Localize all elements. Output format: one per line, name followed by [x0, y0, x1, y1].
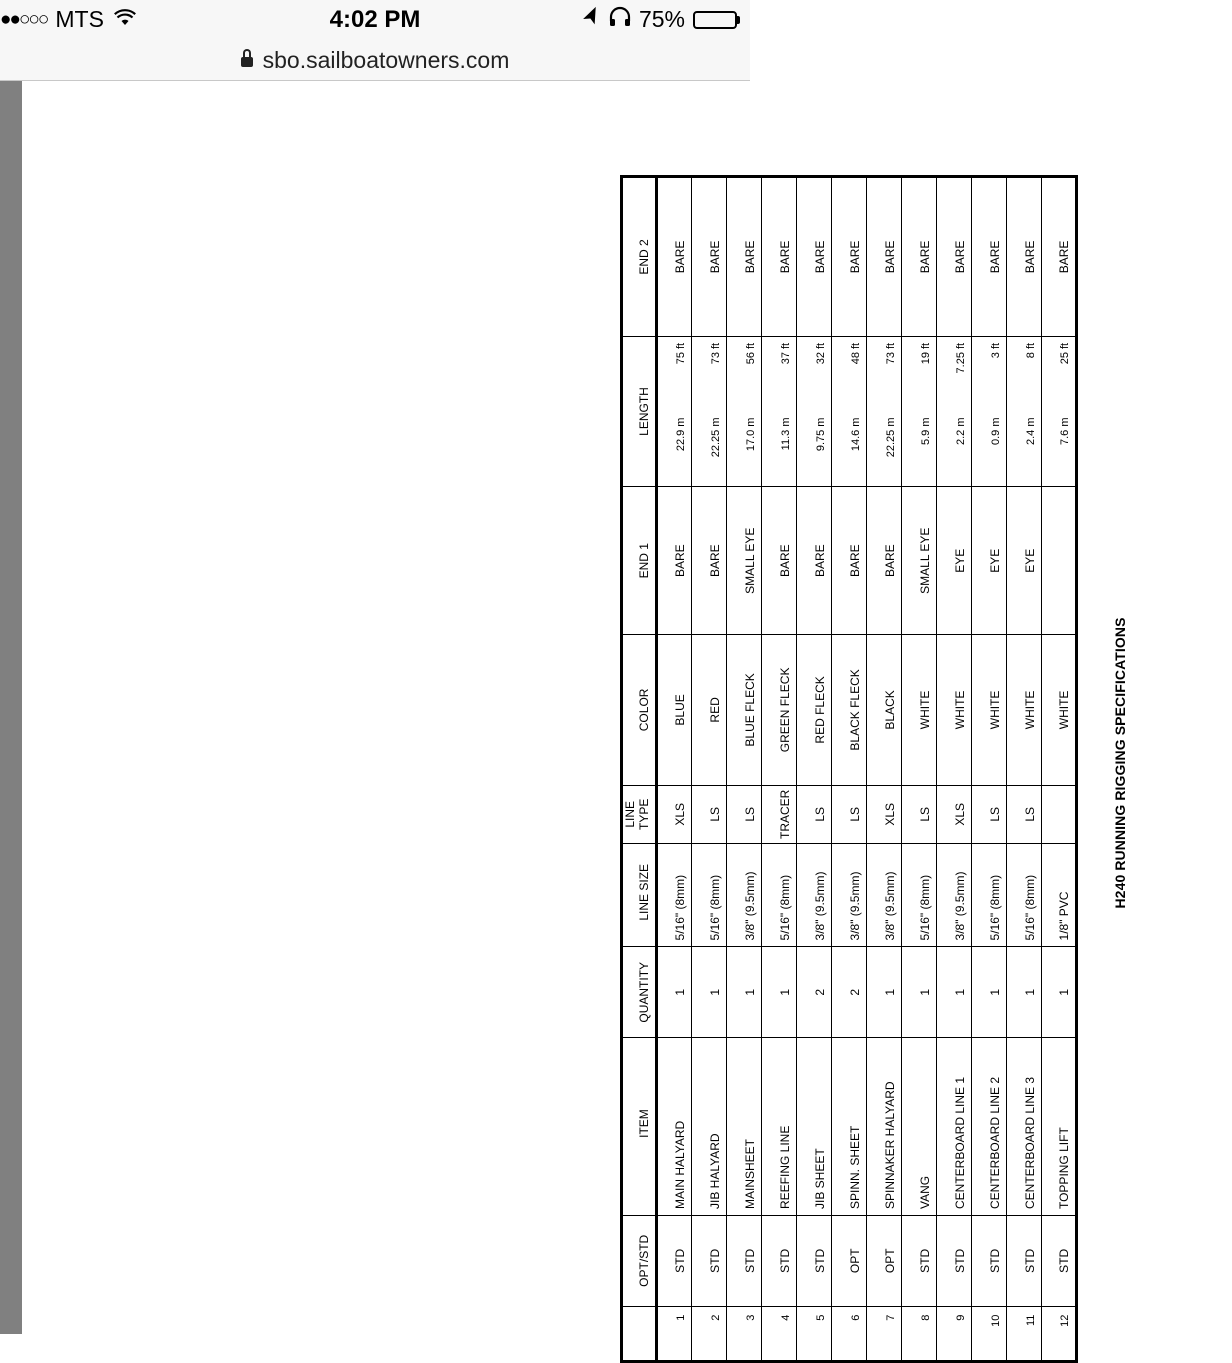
header-item: ITEM — [622, 1038, 657, 1216]
carrier-name: MTS — [55, 6, 104, 32]
status-right — [583, 6, 740, 33]
table-row — [937, 177, 972, 1362]
length-ft-cell: 8 ft — [1007, 336, 1042, 411]
quantity-cell: 1 — [692, 947, 727, 1038]
line-size-cell: 5/16" (8mm) — [902, 844, 937, 947]
end1-cell: EYE — [937, 487, 972, 635]
end2-cell: BARE — [797, 177, 832, 337]
row-index: 5 — [797, 1306, 832, 1361]
line-size-cell: 5/16" (8mm) — [1007, 844, 1042, 947]
item-cell: REEFING LINE — [762, 1038, 797, 1216]
location-arrow-icon — [579, 5, 604, 34]
line-type-cell: TRACER — [762, 785, 797, 844]
row-index: 4 — [762, 1306, 797, 1361]
length-m-cell: 7.6 m — [1042, 412, 1077, 487]
opt-std-cell: STD — [692, 1216, 727, 1307]
opt-std-cell: STD — [902, 1216, 937, 1307]
line-size-cell: 3/8" (9.5mm) — [832, 844, 867, 947]
end1-cell: BARE — [797, 487, 832, 635]
length-m-cell: 22.9 m — [657, 412, 692, 487]
header-end2: END 2 — [622, 177, 657, 337]
line-size-cell: 1/8" PVC — [1042, 844, 1077, 947]
quantity-cell: 2 — [797, 947, 832, 1038]
opt-std-cell: OPT — [867, 1216, 902, 1307]
end2-cell: BARE — [972, 177, 1007, 337]
item-cell: VANG — [902, 1038, 937, 1216]
row-index: 2 — [692, 1306, 727, 1361]
end1-cell: SMALL EYE — [727, 487, 762, 635]
color-cell: WHITE — [937, 635, 972, 785]
color-cell: WHITE — [902, 635, 937, 785]
end2-cell: BARE — [867, 177, 902, 337]
url-text[interactable]: sbo.sailboatowners.com — [262, 46, 510, 73]
color-cell: BLUE — [657, 635, 692, 785]
length-m-cell: 5.9 m — [902, 412, 937, 487]
table-row — [797, 177, 832, 1362]
end2-cell: BARE — [937, 177, 972, 337]
item-cell: MAINSHEET — [727, 1038, 762, 1216]
line-type-cell: LS — [1007, 785, 1042, 844]
item-cell: JIB HALYARD — [692, 1038, 727, 1216]
end1-cell — [1042, 487, 1077, 635]
color-cell: WHITE — [1042, 635, 1077, 785]
opt-std-cell: OPT — [832, 1216, 867, 1307]
length-m-cell: 22.25 m — [867, 412, 902, 487]
length-m-cell: 22.25 m — [692, 412, 727, 487]
line-type-cell: LS — [902, 785, 937, 844]
opt-std-cell: STD — [937, 1216, 972, 1307]
end2-cell: BARE — [762, 177, 797, 337]
line-size-cell: 5/16" (8mm) — [762, 844, 797, 947]
line-type-cell: XLS — [867, 785, 902, 844]
status-bar — [0, 0, 750, 40]
end1-cell: BARE — [867, 487, 902, 635]
quantity-cell: 1 — [867, 947, 902, 1038]
length-ft-cell: 19 ft — [902, 336, 937, 411]
table-row — [1007, 177, 1042, 1362]
quantity-cell: 1 — [937, 947, 972, 1038]
item-cell: MAIN HALYARD — [657, 1038, 692, 1216]
table-body — [657, 177, 1077, 1362]
header-line-type: LINE TYPE — [622, 785, 657, 844]
length-ft-cell: 25 ft — [1042, 336, 1077, 411]
item-cell: SPINN. SHEET — [832, 1038, 867, 1216]
table-row — [657, 177, 692, 1362]
line-size-cell: 5/16" (8mm) — [692, 844, 727, 947]
header-color: COLOR — [622, 635, 657, 785]
quantity-cell: 2 — [832, 947, 867, 1038]
length-m-cell: 2.2 m — [937, 412, 972, 487]
item-cell: CENTERBOARD LINE 3 — [1007, 1038, 1042, 1216]
row-index: 1 — [657, 1306, 692, 1361]
length-ft-cell: 7.25 ft — [937, 336, 972, 411]
length-ft-cell: 73 ft — [867, 336, 902, 411]
row-index: 10 — [972, 1306, 1007, 1361]
header-quantity: QUANTITY — [622, 947, 657, 1038]
end2-cell: BARE — [1007, 177, 1042, 337]
header-length: LENGTH — [622, 336, 657, 486]
row-index: 9 — [937, 1306, 972, 1361]
color-cell: BLACK — [867, 635, 902, 785]
lock-icon — [241, 57, 253, 67]
end2-cell: BARE — [902, 177, 937, 337]
item-cell: JIB SHEET — [797, 1038, 832, 1216]
length-ft-cell: 75 ft — [657, 336, 692, 411]
table-header-row — [622, 177, 657, 1362]
line-type-cell: LS — [727, 785, 762, 844]
table-row — [832, 177, 867, 1362]
table-row — [692, 177, 727, 1362]
end2-cell: BARE — [692, 177, 727, 337]
quantity-cell: 1 — [657, 947, 692, 1038]
length-m-cell: 0.9 m — [972, 412, 1007, 487]
end1-cell: BARE — [692, 487, 727, 635]
item-cell: CENTERBOARD LINE 1 — [937, 1038, 972, 1216]
length-m-cell: 14.6 m — [832, 412, 867, 487]
quantity-cell: 1 — [1042, 947, 1077, 1038]
color-cell: RED FLECK — [797, 635, 832, 785]
quantity-cell: 1 — [727, 947, 762, 1038]
quantity-cell: 1 — [902, 947, 937, 1038]
row-index: 7 — [867, 1306, 902, 1361]
quantity-cell: 1 — [762, 947, 797, 1038]
end1-cell: BARE — [832, 487, 867, 635]
quantity-cell: 1 — [1007, 947, 1042, 1038]
status-time: 4:02 PM — [329, 6, 421, 33]
header-line-size: LINE SIZE — [622, 844, 657, 947]
end2-cell: BARE — [1042, 177, 1077, 337]
line-type-cell: XLS — [937, 785, 972, 844]
line-type-cell: LS — [832, 785, 867, 844]
line-type-cell: XLS — [657, 785, 692, 844]
url-bar[interactable] — [0, 40, 750, 81]
length-ft-cell: 37 ft — [762, 336, 797, 411]
length-m-cell: 9.75 m — [797, 412, 832, 487]
row-index: 12 — [1042, 1306, 1077, 1361]
row-index: 3 — [727, 1306, 762, 1361]
end1-cell: BARE — [762, 487, 797, 635]
color-cell: RED — [692, 635, 727, 785]
battery-icon — [693, 11, 740, 29]
table-row — [902, 177, 937, 1362]
end1-cell: SMALL EYE — [902, 487, 937, 635]
line-size-cell: 3/8" (9.5mm) — [727, 844, 762, 947]
length-ft-cell: 73 ft — [692, 336, 727, 411]
length-ft-cell: 56 ft — [727, 336, 762, 411]
color-cell: WHITE — [1007, 635, 1042, 785]
signal-strength-icon: ●●○○○ — [0, 8, 48, 30]
left-gray-bar — [0, 81, 22, 1334]
line-size-cell: 3/8" (9.5mm) — [937, 844, 972, 947]
color-cell: BLUE FLECK — [727, 635, 762, 785]
opt-std-cell: STD — [727, 1216, 762, 1307]
line-size-cell: 5/16" (8mm) — [657, 844, 692, 947]
table-row — [867, 177, 902, 1362]
end1-cell: BARE — [657, 487, 692, 635]
end1-cell: EYE — [1007, 487, 1042, 635]
battery-percent: 75% — [638, 6, 685, 32]
line-size-cell: 5/16" (8mm) — [972, 844, 1007, 947]
end2-cell: BARE — [832, 177, 867, 337]
opt-std-cell: STD — [1007, 1216, 1042, 1307]
line-type-cell: LS — [797, 785, 832, 844]
row-index: 8 — [902, 1306, 937, 1361]
color-cell: WHITE — [972, 635, 1007, 785]
color-cell: GREEN FLECK — [762, 635, 797, 785]
rotated-document — [620, 163, 1232, 1363]
opt-std-cell: STD — [657, 1216, 692, 1307]
length-ft-cell: 32 ft — [797, 336, 832, 411]
item-cell: CENTERBOARD LINE 2 — [972, 1038, 1007, 1216]
length-m-cell: 11.3 m — [762, 412, 797, 487]
header-end1: END 1 — [622, 487, 657, 635]
header-index — [622, 1306, 657, 1361]
opt-std-cell: STD — [762, 1216, 797, 1307]
line-type-cell — [1042, 785, 1077, 844]
length-ft-cell: 3 ft — [972, 336, 1007, 411]
page-title: H240 RUNNING RIGGING SPECIFICATIONS — [1112, 617, 1128, 909]
length-m-cell: 2.4 m — [1007, 412, 1042, 487]
end1-cell: EYE — [972, 487, 1007, 635]
line-type-cell: LS — [692, 785, 727, 844]
opt-std-cell: STD — [972, 1216, 1007, 1307]
row-index: 11 — [1007, 1306, 1042, 1361]
end2-cell: BARE — [657, 177, 692, 337]
length-ft-cell: 48 ft — [832, 336, 867, 411]
line-size-cell: 3/8" (9.5mm) — [797, 844, 832, 947]
opt-std-cell: STD — [797, 1216, 832, 1307]
table-row — [1042, 177, 1077, 1362]
table-row — [972, 177, 1007, 1362]
table-row — [727, 177, 762, 1362]
line-type-cell: LS — [972, 785, 1007, 844]
length-m-cell: 17.0 m — [727, 412, 762, 487]
color-cell: BLACK FLECK — [832, 635, 867, 785]
quantity-cell: 1 — [972, 947, 1007, 1038]
item-cell: SPINNAKER HALYARD — [867, 1038, 902, 1216]
end2-cell: BARE — [727, 177, 762, 337]
headphones-icon — [609, 7, 631, 33]
header-opt-std: OPT/STD — [622, 1216, 657, 1307]
line-size-cell: 3/8" (9.5mm) — [867, 844, 902, 947]
document-viewer[interactable] — [22, 81, 1128, 1334]
opt-std-cell: STD — [1042, 1216, 1077, 1307]
rigging-spec-table — [620, 175, 1078, 1363]
table-row — [762, 177, 797, 1362]
item-cell: TOPPING LIFT — [1042, 1038, 1077, 1216]
row-index: 6 — [832, 1306, 867, 1361]
